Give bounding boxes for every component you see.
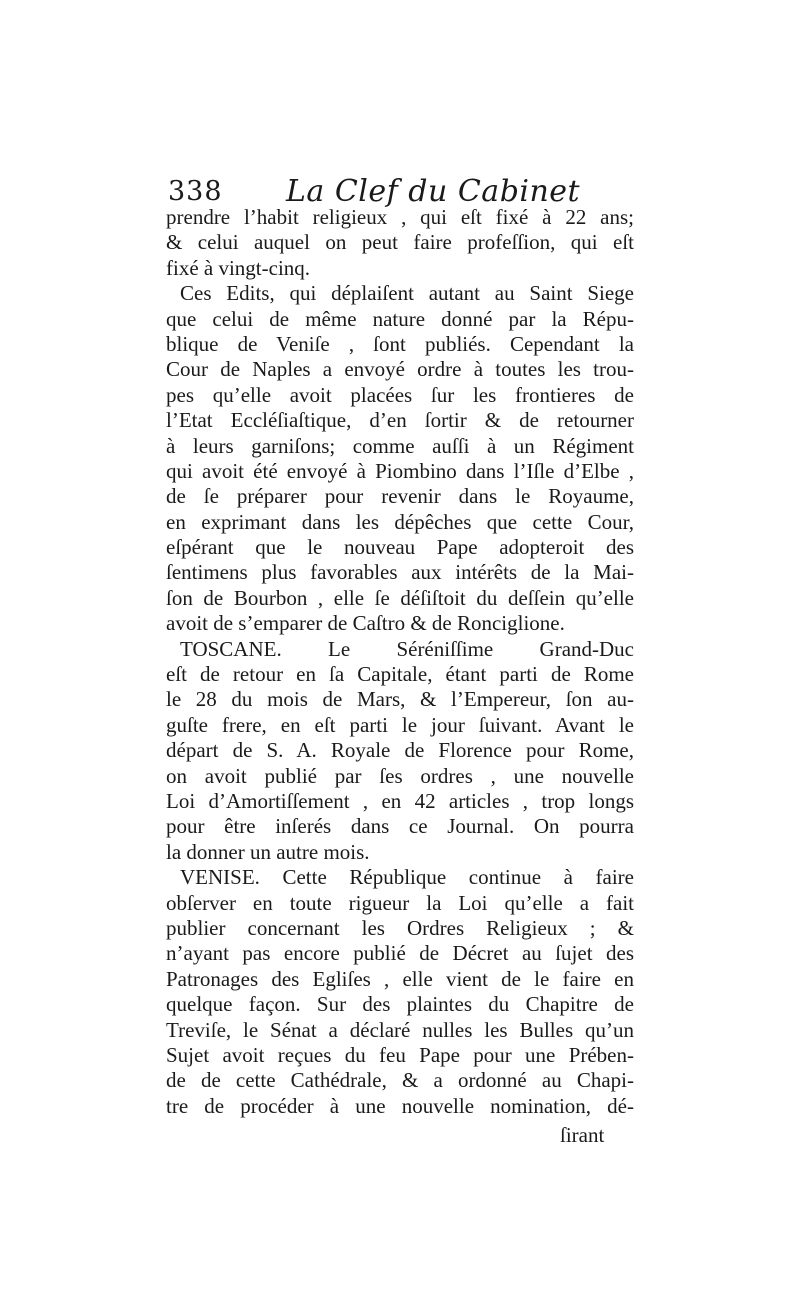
text-line: n’ayant pas encore publié de Décret au ſujet des	[166, 941, 634, 966]
text-line: quelque façon. Sur des plaintes du Chapitre de	[166, 992, 634, 1017]
text-line: à leurs garniſons; comme auſſi à un Régiment	[166, 433, 634, 458]
text-line: la donner un autre mois.	[166, 839, 370, 864]
text-line: avoit de s’emparer de Caſtro & de Ronciglione.	[166, 611, 565, 636]
text-line: tre de procéder à une nouvelle nomination, dé-	[166, 1093, 634, 1118]
text-line: fixé à vingt-cinq.	[166, 255, 311, 280]
body-text	[166, 205, 634, 1119]
text-line: guſte frere, en eſt parti le jour ſuivant. Avant le	[166, 712, 634, 737]
running-title: La Clef du Cabinet	[286, 174, 581, 209]
text-line: que celui de même nature donné par la Répu-	[166, 306, 634, 331]
text-line: on avoit publié par ſes ordres , une nouvelle	[166, 763, 634, 788]
text-line: en exprimant dans les dépêches que cette Cour,	[166, 509, 634, 534]
text-line: prendre l’habit religieux , qui eſt fixé à 22 ans;	[166, 205, 634, 229]
text-line: Loi d’Amortiſſement , en 42 articles , trop longs	[166, 788, 634, 813]
text-line: Ces Edits, qui déplaiſent autant au Saint Siege	[180, 281, 634, 306]
text-line: Cour de Naples a envoyé ordre à toutes les trou-	[166, 357, 634, 382]
text-line: blique de Veniſe , ſont publiés. Cependant la	[166, 331, 634, 356]
text-line: eſpérant que le nouveau Pape adopteroit des	[166, 535, 634, 560]
text-line: l’Etat Eccléſiaſtique, d’en ſortir & de retourner	[166, 408, 634, 433]
text-line: & celui auquel on peut faire profeſſion, qui eſt	[166, 230, 634, 255]
text-line: TOSCANE. Le Séréniſſime Grand-Duc	[180, 636, 634, 661]
text-line: ſon de Bourbon , elle ſe déſiſtoit du deſſein qu’elle	[166, 585, 634, 610]
text-line: publier concernant les Ordres Religieux ; &	[166, 915, 634, 940]
text-line: ſentimens plus favorables aux intérêts de la Mai-	[166, 560, 634, 585]
text-line: de de cette Cathédrale, & a ordonné au Chapi-	[166, 1068, 634, 1093]
text-line: Sujet avoit reçues du feu Pape pour une Prében-	[166, 1042, 634, 1067]
catchword: ſirant	[560, 1123, 605, 1147]
text-line: pour être inſerés dans ce Journal. On pourra	[166, 814, 634, 839]
text-line: obſerver en toute rigueur la Loi qu’elle a fait	[166, 890, 634, 915]
page-number: 338	[168, 176, 223, 207]
text-line: Patronages des Egliſes , elle vient de le faire en	[166, 966, 634, 991]
text-line: pes qu’elle avoit placées ſur les frontieres de	[166, 382, 634, 407]
text-line: eſt de retour en ſa Capitale, étant parti de Rome	[166, 662, 634, 687]
text-line: de ſe préparer pour revenir dans le Royaume,	[166, 484, 634, 509]
text-line: qui avoit été envoyé à Piombino dans l’Iſle d’Elbe ,	[166, 458, 634, 483]
text-line: le 28 du mois de Mars, & l’Empereur, ſon au-	[166, 687, 634, 712]
text-line: Treviſe, le Sénat a déclaré nulles les Bulles qu’un	[166, 1017, 634, 1042]
text-line: départ de S. A. Royale de Florence pour Rome,	[166, 738, 634, 763]
text-line: VENISE. Cette République continue à faire	[180, 865, 634, 890]
